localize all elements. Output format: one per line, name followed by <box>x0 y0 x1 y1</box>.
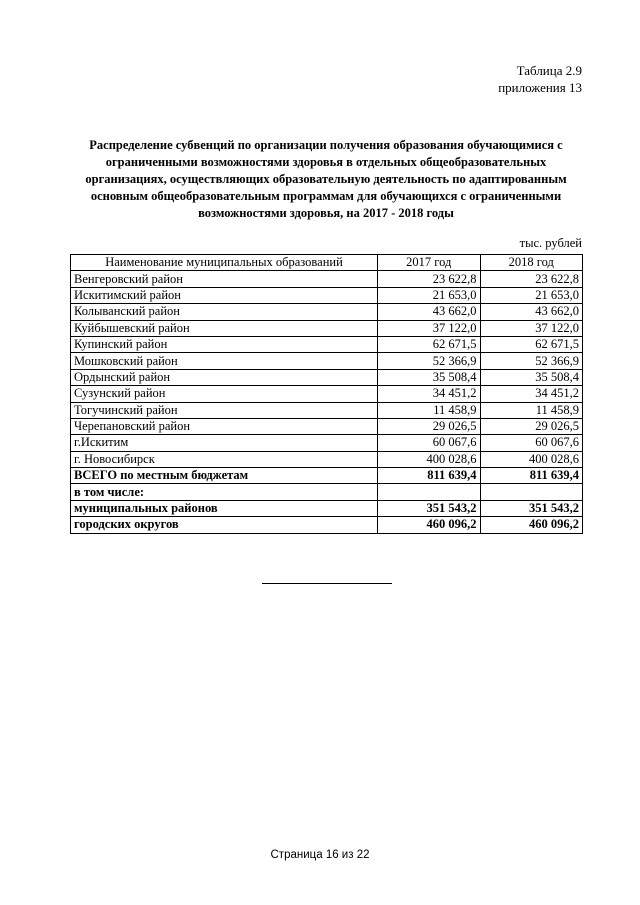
row-name: г.Искитим <box>71 435 378 451</box>
value-2018: 351 543,2 <box>480 500 583 516</box>
table-row <box>71 353 583 369</box>
value-2018: 37 122,0 <box>480 320 583 336</box>
value-2017 <box>378 484 481 500</box>
value-2018: 11 458,9 <box>480 402 583 418</box>
row-name: Ордынский район <box>71 369 378 385</box>
row-name: г. Новосибирск <box>71 451 378 467</box>
header-name: Наименование муниципальных образований <box>71 255 378 271</box>
subsidy-table <box>70 254 583 534</box>
row-name: Колыванский район <box>71 304 378 320</box>
table-row <box>71 336 583 352</box>
table-reference <box>498 62 582 96</box>
table-row <box>71 451 583 467</box>
separator-line <box>262 583 392 584</box>
row-name: Сузунский район <box>71 386 378 402</box>
urban-districts-row <box>71 517 583 533</box>
table-row <box>71 320 583 336</box>
value-2017: 460 096,2 <box>378 517 481 533</box>
value-2017: 29 026,5 <box>378 418 481 434</box>
row-name: в том числе: <box>71 484 378 500</box>
value-2018: 62 671,5 <box>480 336 583 352</box>
row-name: Искитимский район <box>71 287 378 303</box>
municipal-districts-row <box>71 500 583 516</box>
value-2017: 52 366,9 <box>378 353 481 369</box>
row-name: Мошковский район <box>71 353 378 369</box>
header-2017: 2017 год <box>378 255 481 271</box>
value-2018: 29 026,5 <box>480 418 583 434</box>
row-name: Черепановский район <box>71 418 378 434</box>
value-2018: 60 067,6 <box>480 435 583 451</box>
document-title: Распределение субвенций по организации получения образования обучающимися с ограниченными возможностями здоровья в отдельных общеобразовательных организациях, осуществляющих образовательную деятельность по адаптированным основным общеобразовательным программам для обучающихся с ограниченными возможностями здоровья, на 2017 - 2018 годы <box>85 138 567 220</box>
row-name: Венгеровский район <box>71 271 378 287</box>
table-header-row <box>71 255 583 271</box>
units-label: тыс. рублей <box>519 236 582 250</box>
value-2017: 21 653,0 <box>378 287 481 303</box>
row-name: ВСЕГО по местным бюджетам <box>71 468 378 484</box>
table-number: Таблица 2.9 <box>516 63 582 78</box>
value-2017: 400 028,6 <box>378 451 481 467</box>
row-name: муниципальных районов <box>71 500 378 516</box>
value-2017: 34 451,2 <box>378 386 481 402</box>
table-row <box>71 386 583 402</box>
value-2018: 34 451,2 <box>480 386 583 402</box>
row-name: городских округов <box>71 517 378 533</box>
value-2018: 460 096,2 <box>480 517 583 533</box>
table-row <box>71 418 583 434</box>
value-2017: 811 639,4 <box>378 468 481 484</box>
table-row <box>71 402 583 418</box>
total-row <box>71 468 583 484</box>
value-2017: 37 122,0 <box>378 320 481 336</box>
row-name: Тогучинский район <box>71 402 378 418</box>
value-2017: 35 508,4 <box>378 369 481 385</box>
table-row <box>71 287 583 303</box>
value-2017: 60 067,6 <box>378 435 481 451</box>
value-2017: 351 543,2 <box>378 500 481 516</box>
value-2018: 400 028,6 <box>480 451 583 467</box>
page-number: Страница 16 из 22 <box>270 849 370 861</box>
value-2018: 21 653,0 <box>480 287 583 303</box>
value-2017: 62 671,5 <box>378 336 481 352</box>
value-2018: 23 622,8 <box>480 271 583 287</box>
value-2018: 811 639,4 <box>480 468 583 484</box>
value-2018 <box>480 484 583 500</box>
including-row <box>71 484 583 500</box>
row-name: Купинский район <box>71 336 378 352</box>
value-2017: 43 662,0 <box>378 304 481 320</box>
value-2018: 35 508,4 <box>480 369 583 385</box>
table-row <box>71 304 583 320</box>
appendix-number: приложения 13 <box>498 80 582 95</box>
value-2017: 11 458,9 <box>378 402 481 418</box>
value-2018: 52 366,9 <box>480 353 583 369</box>
table-row <box>71 369 583 385</box>
table-row <box>71 435 583 451</box>
header-2018: 2018 год <box>480 255 583 271</box>
value-2018: 43 662,0 <box>480 304 583 320</box>
table-row <box>71 271 583 287</box>
value-2017: 23 622,8 <box>378 271 481 287</box>
row-name: Куйбышевский район <box>71 320 378 336</box>
